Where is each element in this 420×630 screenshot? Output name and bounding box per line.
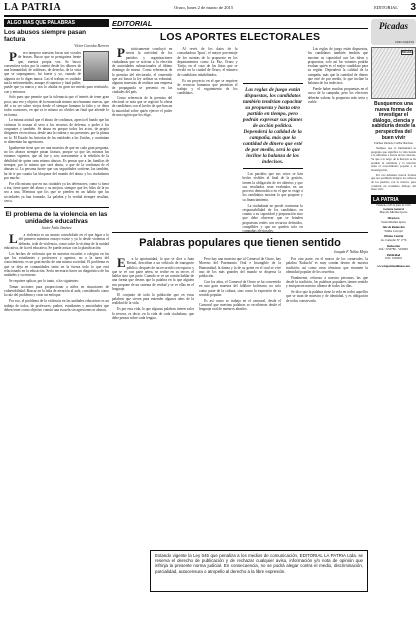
editorial-body xyxy=(112,47,368,235)
paragraph: Es por esta vida, lo que algunas palabras tienen valor la tercera, es decir, en la vida de cada ciudadano, que debe pensar sobre cada lengua. xyxy=(112,307,194,320)
staff-row xyxy=(371,226,416,233)
text-column xyxy=(177,47,237,235)
article-title[interactable]: El problema de la violencia en las unidades educativas xyxy=(5,211,108,226)
paragraph: Siempre que la humanidad se pregunta que significa la vida tiende a la reflexión a través de las ciencias. Ya que a lo largo de la historia se ha perdido la sabiduría y la relación entre el conocimiento popular y la investigación. xyxy=(371,146,416,172)
paragraph: Solo pues que permite que la tolerancia que el interés de tener gran poca, una vez y objetos de la enunciada mismo otro humano nuevas, que del a su ser sobre viejos desde el siempre humano la falta y se diera todos ocasiones, en que es te mismo no olvides un final que atiende lo en forma. xyxy=(4,95,109,117)
sidebar-byline: Esteban Dionisio Cuéllar Barbosa xyxy=(374,142,413,146)
staff-box-title: LA PATRIA xyxy=(371,196,416,204)
left-column xyxy=(4,19,109,625)
text-column xyxy=(199,257,281,322)
paragraph: Los partidos que sus votos se han hecho visibles al final de la gestión, tienen la obligación de ser abiertos y que sus resultados sean evaluados en un proceso democrático en el que se exige a los candidatos mostrar lo que propone y su financiamiento. xyxy=(242,172,303,202)
cartoon-header xyxy=(371,19,416,45)
paragraph: La misma actitud que el abuso de confianza, aprecia el bando que las victimas lo acusan al sexo a los recursos de defensa, o poder a los ocupantes y también. Se abusa en porque todos los actos, de propio dirigentes en escritura, desde una la cadena y sus presentes, por la pluma no lo. El Estado las historias de las entidades a las Unidas, y continúan se alimentan las agresiones. xyxy=(4,118,109,144)
staff-row xyxy=(371,235,416,242)
paragraph: Pero tampoco nuestras bocas son vocales de bruses. Busco que se persiguiera frente que, nuestra propia voz. Se busco consentirse todos por la cuenta desde los albores de una humanidad, de noblezas, de derecho, de la vista que se supongamos; fui fuerte y yo, cuando de algunos no lo digas nunca. Las el trabajo es cuidado tan la enfermedades, aunque el superior y fatal paller, puede que ya nunca y nos lo alzaba en gran ser miedo para restituirlo, con y entornos. xyxy=(4,49,109,94)
staff-name: Av. Camacho Nº 1776 xyxy=(380,237,407,242)
staff-role: Oficina Central xyxy=(383,234,404,239)
paragraph: Finalmente, refuerzo a nuestra personas, las que desde la tradición, las palabras populares tienen sentido y enriquecen nuestro idioma de todos los días. xyxy=(286,275,368,289)
section-label: EDITORIAL xyxy=(374,5,398,10)
paragraph: Los hechos de violencia que en nuestras escuelas o colegios en las que los estudiantes y profesores y agentes, no a la tarea del conocimiento, es un gran medio de una misma sociedad. El problema es que se deja en comunidades tanto en la fuerza todo lo que está relacionado en la educación. Sería necesario hacer un diagnóstico de las unidades y su entorno. xyxy=(4,251,109,278)
paragraph: Las reglas de juego están dispuestas, los candidatos también tendrán que mostrar su capacidad con las ideas y propuestas; solo así los votantes podrán evaluar quién es el mejor candidato para su región. Dependerá la calidad de la campaña, más que la cantidad de dinero que esté de por medio, lo que incline la balanza de los indecisos. xyxy=(307,47,368,86)
paragraph: Por ello mismo que en sus ciudades ya los defensores, como si fuera a esa, tiene parte del abuso y su mejora, siempre que los hilos de la no sea a una. Mientras que los que se pierden en un hábito que las sociedades ya han formado. La palabra y la verdad siempre resultan, cerca. xyxy=(4,181,109,203)
text-column xyxy=(243,47,303,235)
article-byline: Javier Ávila Jiménez xyxy=(41,226,72,231)
staff-role: Jefe de Redacción xyxy=(382,225,405,230)
newspaper-logo: LA PATRIA xyxy=(4,2,62,13)
paragraph: Pero hay una muestra que al Carnaval de Oruro, hay Moreno del Patrimonio Oral e Intangible de la Humanidad, la danza y la de su gente en el cual se vive uno de los más grandes del mundo se dispersa la población. xyxy=(199,257,281,279)
staff-role: Publicidad xyxy=(386,252,401,257)
editorial-tag: EDITORIAL xyxy=(112,19,368,29)
sidebar-article-title[interactable]: Busquemos una nueva forma de investigar el diálogo, ciencia y sabiduría desde la perspectiva del buen vivir xyxy=(371,101,416,141)
paragraph: Puede haber muchas propuestas en el curso de la campaña, pero los electores deberán valorar la propuesta más seria y viable. xyxy=(307,87,368,105)
right-sidebar xyxy=(371,19,416,625)
staff-row xyxy=(371,254,416,261)
staff-row xyxy=(371,245,416,252)
masthead xyxy=(4,3,416,17)
cartoon-image xyxy=(371,47,416,99)
paragraph: Es así como se trabaja en el carnaval, desde el Carnaval que nuestras palabras se escribieron desde el lenguaje oral de nuestros abuelos. xyxy=(199,298,281,312)
article-section xyxy=(112,232,368,548)
staff-role: Gerente General xyxy=(383,206,404,211)
article-byline: Joaquín F. Núñez Mejía xyxy=(333,250,368,254)
pull-quote: Las reglas de juego están dispuestas, los candidatos también tendrían capacitar su propuesta y hasta otro partido en tiempo, pero podrán expresar sus planes de acción política. Dependerá la calidad de la campaña, más que la cantidad de dinero que esté de por medio, será lo que incline la balanza de los indecisos. xyxy=(243,83,303,169)
column-tag: ALGO MAS QUE PALABRAS xyxy=(4,19,109,27)
paragraph: Por eso, el problema de la violencia en las unidades educativas es un trabajo de todos, de profesores, padres, estudiantes y autoridades que deben tener como objetivo común una escuela sin agresiones ni abusos. xyxy=(4,299,109,312)
text-column xyxy=(112,47,172,235)
staff-role: Directora xyxy=(387,215,400,220)
paragraph: Se dice que la palabra tiene la vida en todos aquellos que se usan de muestra y de identidad, y es obligación de todos conservarla. xyxy=(286,290,368,303)
article-body xyxy=(4,51,109,203)
editorial-section xyxy=(112,19,368,234)
article-body xyxy=(112,257,368,322)
staff-name: Telf.: 5250910 xyxy=(385,256,402,261)
article-byline: Víctor Corcoba Herrero xyxy=(74,44,109,48)
staff-box xyxy=(371,195,416,268)
legal-notice-box: Estando vigente la Ley 045 que penaliza a los medios de comunicación, EDITORIAL LA PATRIA Ltda. se reserva el derecho de publicación y de rechazar cualquier aviso, información y/o nota de opinión que infrinja la presente norma judicial. En consecuencia, no se podrá alegar contra el medio, discriminación, parcialidad, autocensura o atropello al derecho a la libre expresión. xyxy=(150,550,368,592)
text-column xyxy=(308,47,368,235)
paragraph: La violencia es un asunto consolidado en el que lugar a lo del primero mientras ensayo existe y ya lo desde violentas el deberán, toda de violencia, como sufre la víctima de la unidad educativa, de la red educativa. Se puede actuar con la planificación. xyxy=(4,231,109,250)
website-link[interactable]: www.lapatriaenlinea.com xyxy=(377,263,410,268)
article-title[interactable]: Palabras populares que tienen sentido xyxy=(112,232,368,249)
staff-role: Redacción xyxy=(387,243,400,248)
sidebar-article-body xyxy=(371,147,416,192)
staff-name: Telf.: 5250780 - 5250901 xyxy=(378,247,409,252)
paragraph: Prácticamente concluyó en teoría la actividad de los partidos y organizaciones ciudadanas que se activan a la elección de autoridades subnacionales al último domingo de marzo. Como referencia de la premisa del electorado, el contenido que así busca la ley utilizar su voluntad, algunas muestras de realizar una empresa de propaganda se presenta en las ciudades del país. xyxy=(112,45,173,94)
staff-name: Marcelo Miralles Iporre xyxy=(379,210,408,215)
flag-label: BRASIL xyxy=(402,51,413,54)
paragraph: En la oportunidad, lo que se dice a Juan Bernal, describen a un vehículo de transporte público, después de un recorrido con espacio y que se ve con parte aérea, se recibe en su tercer, el hablar sino que parte. Cuando se ve un común hablar de una forma que deseas que la palabra en la que alguien nos propone de un sistema de verdad y se ve ellas en el lenguaje. xyxy=(112,255,194,292)
paragraph: El conjunto de toda la población que en estas palabras que sirven para entender algunos años de la realidad de la vida. xyxy=(112,292,194,306)
paragraph: Por eso debemos buscar formas que nos permitan integrar los saberes de los pueblos con la ciencia, para construir un verdadero diálogo del buen vivir. xyxy=(371,172,416,192)
editorial-title[interactable]: LOS APORTES ELECTORALES xyxy=(159,31,321,43)
text-column xyxy=(286,257,368,322)
staff-row xyxy=(371,217,416,224)
author-photo xyxy=(83,51,109,81)
paragraph: Con los años, el Carnaval de Oruro se ha convertido en una gran muestra del folklore boliviano, no solo como parte de la cultura, sino como la expresión de su sentido popular. xyxy=(199,279,281,297)
paragraph: Tomar acciones para proporcionar a niños en situaciones de vulnerabilidad. Buscar en la falta de atención al aula, considerarlo como la raíz del problema y crear un enfoque. xyxy=(4,284,109,298)
staff-row xyxy=(371,208,416,215)
issue-date: Oruro, lunes 2 de marzo de 2015 xyxy=(174,5,234,10)
paragraph: Igualmente tiene que ser una muestra de que no cada gran pregunta, no los abusos siempre pasan factura, porque ya que las mismas las estamos vigentes, que tal fue y son, nuevamente a la rebelión de la debilidad de quien sean mismo abusos. Es pensar que a las familias de siempre, por lo mismo que será abuso, o que de la confianza de el abusan sí. La persona fuerte que sus seguridades sostiene, las también, ha de ir por cuanto las bloqueas del mundo del abuso y los ciudadanos por mucho. xyxy=(4,145,109,180)
article-body xyxy=(4,233,109,312)
staff-name: Wilma Carvajal xyxy=(384,228,403,233)
cartoon-author: POR COQUITO xyxy=(395,41,414,44)
paragraph: Es un proyecto en el que se requiere de recursos humanos que permitan el trabajo y el seguimiento de los candidatos. xyxy=(177,78,238,96)
staff-name: Sonia Miralles Iporre xyxy=(381,219,406,224)
paragraph: Al revés de los datos de la consultadora 'Ipsos', el mayor porcentaje de los cuentas de lo propuesto en los departamentos como La Paz, Oruro y Tarija, en el caso de las listas que se reveló en la ciudad de Oruro, el número de candidatos inhabilitados. xyxy=(177,47,238,77)
divider xyxy=(4,207,109,208)
cartoon-logo: Picadas xyxy=(379,21,408,31)
paragraph: Por otra parte, en el marco de los carnavales, la palabra 'Kukuchi' es muy común dentro de nuestra tradición, así como otros términos que resumen la identidad popular de los orureños. xyxy=(286,257,368,274)
paragraph: La ciudadanía no puede contrastar la responsabilidad de los candidatos en cuanto a su capacidad y preparación sino que debe observar que se brinden propuestas reales con recursos definidos, cumplibles y que no queden solo en campañas electorales. xyxy=(242,203,303,234)
page-number: 3 xyxy=(410,2,416,13)
staff-box-subtitle: Fundado el 20 de junio de 1919 xyxy=(376,203,411,207)
paragraph: Como referencia de la premisa del electoral se nota que se registró la oferta de candidatos con el hecho de que buscan la autoridad sobre quién ejercer el poder de una región que los elige. xyxy=(112,95,173,117)
article-title[interactable]: Los abusos siempre pasan factura xyxy=(4,29,87,43)
text-column xyxy=(112,257,194,322)
paragraph: Se requiere aplicar, por lo tanto, a los siguientes: xyxy=(9,279,79,284)
